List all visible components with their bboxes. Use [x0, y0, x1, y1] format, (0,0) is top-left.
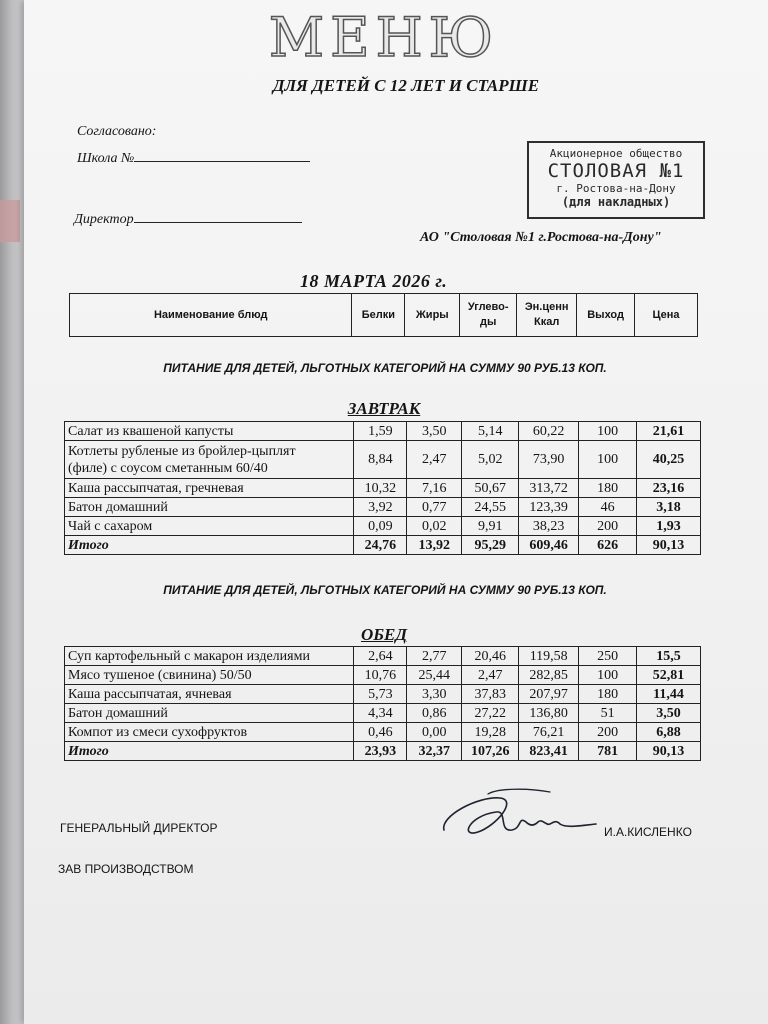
price-cell: 11,44	[637, 685, 701, 704]
price-cell: 90,13	[637, 742, 701, 761]
price-cell: 21,61	[637, 422, 701, 441]
total-label: Итого	[65, 536, 354, 555]
production-head-label: ЗАВ ПРОИЗВОДСТВОМ	[58, 862, 194, 876]
fat-cell: 0,00	[407, 723, 462, 742]
column-price: Цена	[635, 294, 698, 337]
fat-cell: 25,44	[407, 666, 462, 685]
energy-cell: 60,22	[519, 422, 579, 441]
carbs-cell: 19,28	[462, 723, 519, 742]
school-label: Школа №	[77, 151, 135, 166]
fat-cell: 2,77	[407, 647, 462, 666]
approved-label: Согласовано:	[77, 124, 157, 139]
total-label: Итого	[65, 742, 354, 761]
fat-cell: 2,47	[407, 441, 462, 479]
column-carbs: Углево- ды	[460, 294, 517, 337]
column-name: Наименование блюд	[70, 294, 352, 337]
protein-cell: 3,92	[354, 498, 407, 517]
energy-cell: 609,46	[519, 536, 579, 555]
protein-cell: 24,76	[354, 536, 407, 555]
protein-cell: 4,34	[354, 704, 407, 723]
price-cell: 15,5	[637, 647, 701, 666]
fat-cell: 0,86	[407, 704, 462, 723]
price-cell: 3,18	[637, 498, 701, 517]
dish-name: Каша рассыпчатая, ячневая	[65, 685, 354, 704]
organization-stamp	[527, 141, 705, 219]
output-cell: 626	[579, 536, 637, 555]
lunch-note: ПИТАНИЕ ДЛЯ ДЕТЕЙ, ЛЬГОТНЫХ КАТЕГОРИЙ НА СУММУ 90 РУБ.13 КОП.	[163, 583, 607, 597]
total-row	[65, 536, 701, 555]
fat-cell: 7,16	[407, 479, 462, 498]
column-output: Выход	[577, 294, 635, 337]
carbs-cell: 5,02	[462, 441, 519, 479]
school-field	[77, 148, 310, 167]
price-cell: 6,88	[637, 723, 701, 742]
breakfast-table	[64, 421, 701, 555]
energy-cell: 123,39	[519, 498, 579, 517]
column-energy: Эн.ценн Ккал	[517, 294, 577, 337]
director-field	[74, 209, 302, 228]
energy-cell: 136,80	[519, 704, 579, 723]
protein-cell: 0,09	[354, 517, 407, 536]
table-row	[65, 723, 701, 742]
output-cell: 180	[579, 685, 637, 704]
menu-title: МЕНЮ	[268, 6, 500, 69]
protein-cell: 10,32	[354, 479, 407, 498]
breakfast-note: ПИТАНИЕ ДЛЯ ДЕТЕЙ, ЛЬГОТНЫХ КАТЕГОРИЙ НА СУММУ 90 РУБ.13 КОП.	[163, 361, 607, 375]
protein-cell: 0,46	[354, 723, 407, 742]
price-cell: 40,25	[637, 441, 701, 479]
carbs-cell: 37,83	[462, 685, 519, 704]
output-cell: 51	[579, 704, 637, 723]
table-row	[65, 685, 701, 704]
fat-cell: 32,37	[407, 742, 462, 761]
energy-cell: 207,97	[519, 685, 579, 704]
dish-name: Котлеты рубленые из бройлер-цыплят (филе) с соусом сметанным 60/40	[65, 441, 354, 479]
column-protein: Белки	[352, 294, 405, 337]
dish-name: Чай с сахаром	[65, 517, 354, 536]
director-signature	[438, 786, 598, 844]
carbs-cell: 20,46	[462, 647, 519, 666]
protein-cell: 10,76	[354, 666, 407, 685]
carbs-cell: 9,91	[462, 517, 519, 536]
table-row	[65, 441, 701, 479]
director-label: Директор	[74, 212, 134, 227]
carbs-cell: 95,29	[462, 536, 519, 555]
menu-date: 18 МАРТА 2026 г.	[300, 271, 448, 291]
menu-subtitle: ДЛЯ ДЕТЕЙ С 12 ЛЕТ И СТАРШЕ	[272, 76, 540, 95]
table-row	[65, 479, 701, 498]
protein-cell: 23,93	[354, 742, 407, 761]
general-director-label: ГЕНЕРАЛЬНЫЙ ДИРЕКТОР	[60, 821, 218, 835]
price-cell: 1,93	[637, 517, 701, 536]
table-row	[65, 666, 701, 685]
output-cell: 781	[579, 742, 637, 761]
table-row	[65, 647, 701, 666]
output-cell: 100	[579, 422, 637, 441]
output-cell: 250	[579, 647, 637, 666]
organization-name: АО "Столовая №1 г.Ростова-на-Дону"	[420, 230, 662, 245]
price-cell: 3,50	[637, 704, 701, 723]
protein-cell: 2,64	[354, 647, 407, 666]
table-row	[65, 704, 701, 723]
background-edge-mark	[0, 200, 20, 242]
carbs-cell: 24,55	[462, 498, 519, 517]
price-cell: 52,81	[637, 666, 701, 685]
price-cell: 23,16	[637, 479, 701, 498]
fat-cell: 3,30	[407, 685, 462, 704]
total-row	[65, 742, 701, 761]
energy-cell: 73,90	[519, 441, 579, 479]
fat-cell: 0,77	[407, 498, 462, 517]
protein-cell: 1,59	[354, 422, 407, 441]
table-row	[65, 422, 701, 441]
fat-cell: 0,02	[407, 517, 462, 536]
lunch-table	[64, 646, 701, 761]
protein-cell: 5,73	[354, 685, 407, 704]
energy-cell: 282,85	[519, 666, 579, 685]
dish-name: Салат из квашеной капусты	[65, 422, 354, 441]
dish-name: Компот из смеси сухофруктов	[65, 723, 354, 742]
output-cell: 100	[579, 441, 637, 479]
output-cell: 180	[579, 479, 637, 498]
director-blank-line	[134, 209, 302, 223]
energy-cell: 823,41	[519, 742, 579, 761]
stamp-line-3: г. Ростова-на-Дону	[556, 182, 676, 195]
dish-name: Каша рассыпчатая, гречневая	[65, 479, 354, 498]
energy-cell: 313,72	[519, 479, 579, 498]
energy-cell: 119,58	[519, 647, 579, 666]
energy-cell: 38,23	[519, 517, 579, 536]
output-cell: 46	[579, 498, 637, 517]
fat-cell: 13,92	[407, 536, 462, 555]
energy-cell: 76,21	[519, 723, 579, 742]
carbs-cell: 50,67	[462, 479, 519, 498]
dish-name: Суп картофельный с макарон изделиями	[65, 647, 354, 666]
column-fat: Жиры	[405, 294, 460, 337]
carbs-cell: 5,14	[462, 422, 519, 441]
dish-name: Батон домашний	[65, 498, 354, 517]
director-name: И.А.КИСЛЕНКО	[604, 825, 692, 839]
dish-name: Батон домашний	[65, 704, 354, 723]
school-blank-line	[134, 148, 310, 162]
protein-cell: 8,84	[354, 441, 407, 479]
fat-cell: 3,50	[407, 422, 462, 441]
table-row	[65, 517, 701, 536]
carbs-cell: 27,22	[462, 704, 519, 723]
stamp-line-2: СТОЛОВАЯ №1	[547, 160, 685, 182]
stamp-line-4: (для накладных)	[561, 195, 671, 209]
dish-name: Мясо тушеное (свинина) 50/50	[65, 666, 354, 685]
column-header-table	[69, 293, 698, 337]
lunch-title: ОБЕД	[360, 625, 408, 644]
output-cell: 200	[579, 723, 637, 742]
carbs-cell: 2,47	[462, 666, 519, 685]
breakfast-title: ЗАВТРАК	[347, 399, 421, 418]
table-row	[65, 498, 701, 517]
stamp-line-1: Акционерное общество	[549, 147, 683, 160]
output-cell: 100	[579, 666, 637, 685]
output-cell: 200	[579, 517, 637, 536]
price-cell: 90,13	[637, 536, 701, 555]
carbs-cell: 107,26	[462, 742, 519, 761]
